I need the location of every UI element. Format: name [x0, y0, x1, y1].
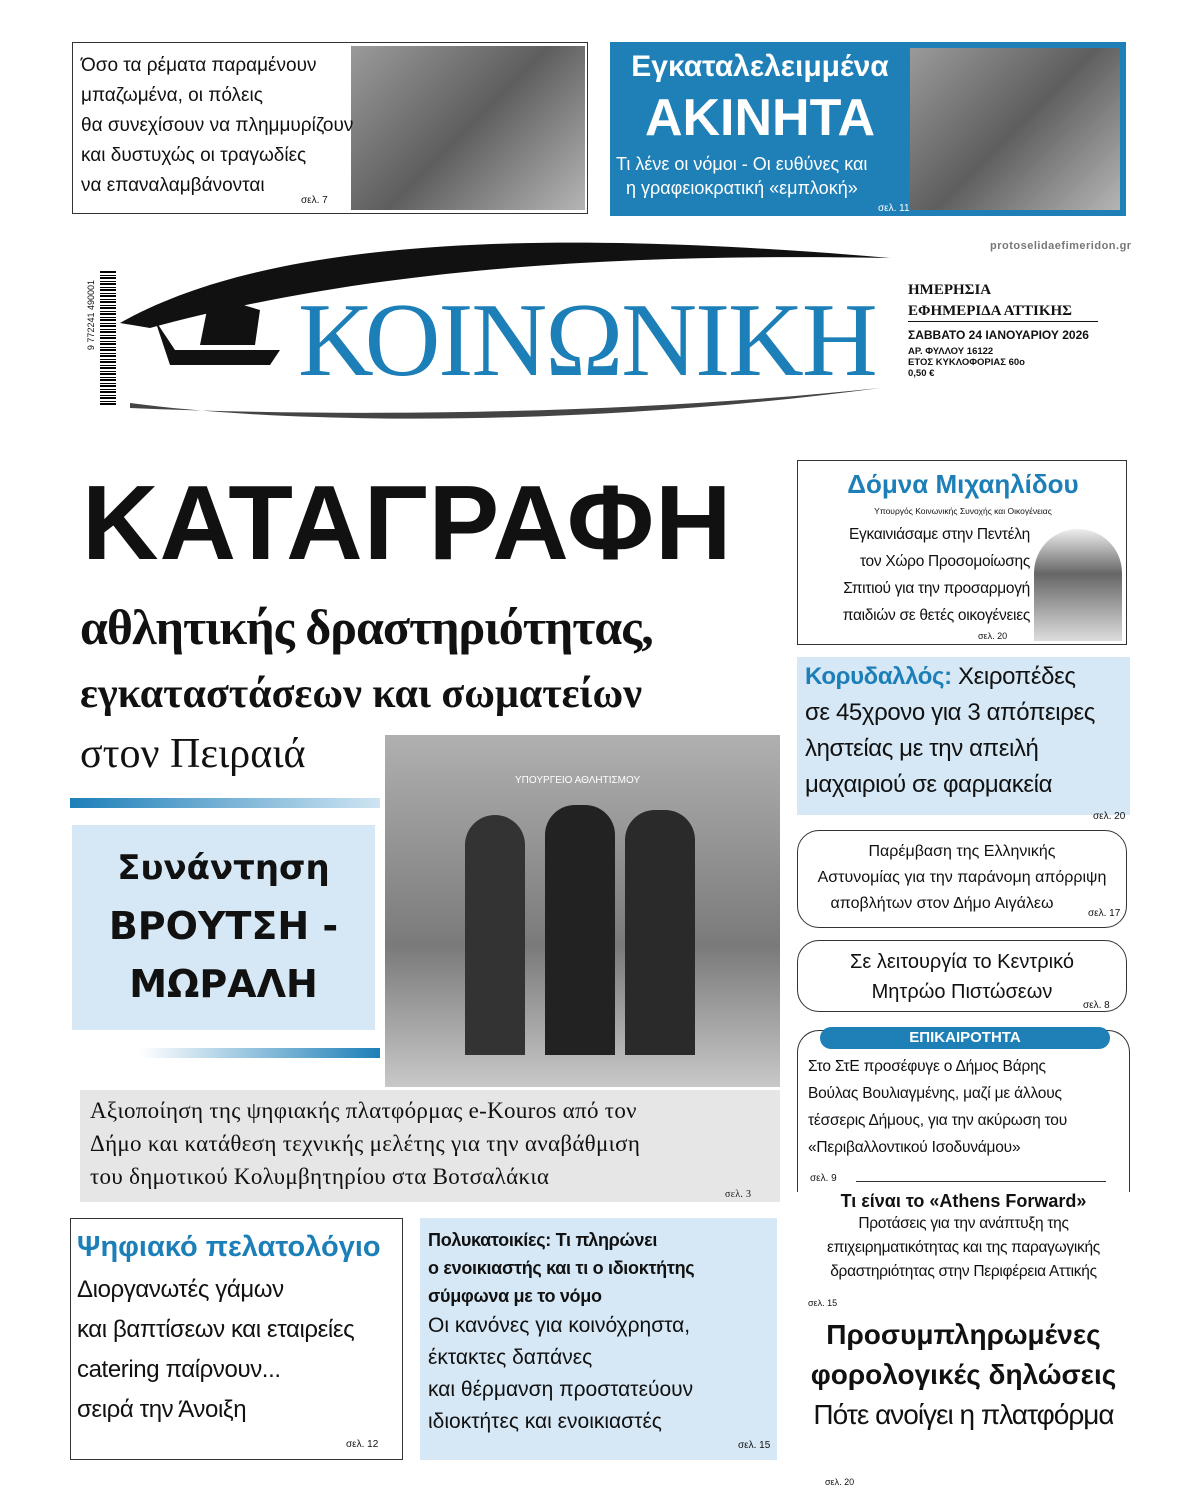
teaser-title: Εγκαταλελειμμένα: [631, 50, 889, 83]
apartment-box[interactable]: [420, 1218, 777, 1460]
caption-line: Δήμο και κατάθεση τεχνικής μελέτης για την αναβάθμιση: [90, 1131, 641, 1156]
photo-sign: ΥΠΟΥΡΓΕΙΟ ΑΘΛΗΤΙΣΜΟΥ: [515, 775, 641, 786]
masthead-line1: ΗΜΕΡΗΣΙΑ: [908, 282, 992, 298]
box-text: Βούλας Βουλιαγμένης, μαζί με άλλους: [808, 1085, 1062, 1102]
box-title: Πολυκατοικίες: Τι πληρώνει: [428, 1230, 658, 1250]
box-title: Προσυμπληρωμένες: [826, 1319, 1101, 1350]
caption-line: Αξιοποίηση της ψηφιακής πλατφόρμας e-Kouros από τον: [90, 1098, 637, 1123]
divider: [140, 1048, 380, 1058]
box-text: Πότε ανοίγει η πλατφόρμα: [813, 1399, 1114, 1430]
issue-date: ΣΑΒΒΑΤΟ 24 ΙΑΝΟΥΑΡΙΟΥ 2026: [908, 328, 1089, 342]
box-text: τέσσερις Δήμους, για την ακύρωση του: [808, 1112, 1068, 1129]
box-text: ιδιοκτήτες και ενοικιαστές: [428, 1410, 662, 1433]
meeting-text: ΒΡΟΥΤΣΗ -: [108, 904, 339, 948]
athens-forward[interactable]: [797, 1190, 1130, 1284]
box-text: Παρέμβαση της Ελληνικής: [868, 843, 1056, 860]
issue-number: ΑΡ. ΦΥΛΛΟΥ 16122: [908, 346, 994, 357]
box-text: Διοργανωτές γάμων: [77, 1276, 284, 1303]
digital-clientele-box[interactable]: [70, 1218, 403, 1460]
box-text: Οι κανόνες για κοινόχρηστα,: [428, 1314, 691, 1337]
section-label: ΕΠΙΚΑΙΡΟΤΗΤΑ: [820, 1027, 1110, 1049]
page-ref: σελ. 7: [301, 195, 328, 206]
box-text: και θέρμανση προστατεύουν: [428, 1378, 694, 1401]
masthead-title: ΚΟΙΝΩΝΙΚΗ: [298, 281, 876, 398]
meeting-box[interactable]: [72, 825, 375, 1030]
box-text: Εγκαινιάσαμε στην Πεντέλη: [848, 526, 1030, 543]
person-name: Δόμνα Μιχαηλίδου: [847, 469, 1079, 499]
caption-line: του δημοτικού Κολυμβητηρίου στα Βοτσαλάκια: [90, 1164, 550, 1189]
box-text: «Περιβαλλοντικού Ισοδυνάμου»: [808, 1139, 1021, 1156]
teaser-text: μπαζωμένα, οι πόλεις: [81, 85, 263, 106]
photo-meeting: [385, 735, 780, 1087]
page-ref: σελ. 3: [725, 1189, 752, 1200]
box-text: Μητρώο Πιστώσεων: [871, 981, 1053, 1003]
masthead-line2: ΕΦΗΜΕΡΙΔΑ ΑΤΤΙΚΗΣ: [908, 303, 1098, 322]
circulation-year: ΕΤΟΣ ΚΥΚΛΟΦΟΡΙΑΣ 60ο: [908, 357, 1025, 368]
registry-box[interactable]: [797, 940, 1127, 1012]
main-subhead: στον Πειραιά: [80, 731, 306, 777]
teaser-text: Όσο τα ρέματα παραμένουν: [81, 55, 317, 76]
main-subhead: εγκαταστάσεων και σωματείων: [80, 671, 642, 717]
barcode-number: 9 772241 490001: [86, 280, 96, 351]
barcode: [100, 270, 116, 405]
teaser-text: θα συνεχίσουν να πλημμυρίζουν: [81, 115, 354, 136]
meeting-text: ΜΩΡΑΛΗ: [129, 962, 318, 1006]
photo-minister: [1034, 529, 1122, 641]
divider: [856, 1181, 1106, 1182]
box-text: σε 45χρονο για 3 απόπειρες: [805, 699, 1095, 726]
box-text: Αστυνομίας για την παράνομη απόρριψη: [817, 869, 1107, 886]
box-text: παιδιών σε θετές οικογένειες: [842, 607, 1030, 624]
box-text: αποβλήτων στον Δήμο Αιγάλεω: [830, 895, 1054, 912]
main-caption[interactable]: [80, 1090, 780, 1202]
korydallos-box[interactable]: [797, 657, 1130, 822]
main-headline[interactable]: ΚΑΤΑΓΡΑΦΗ: [82, 464, 733, 582]
page-ref: σελ. 9: [810, 1173, 837, 1184]
tax-declarations[interactable]: [797, 1315, 1130, 1435]
ship-logo-icon: [150, 290, 290, 390]
divider: [70, 798, 380, 808]
page-ref: σελ. 15: [738, 1440, 771, 1451]
box-text: ληστείας με την απειλή: [805, 735, 1039, 762]
page-ref: σελ. 12: [346, 1439, 379, 1450]
box-title: Τι είναι το «Athens Forward»: [840, 1191, 1087, 1211]
box-text: Σε λειτουργία το Κεντρικό: [850, 951, 1074, 973]
box-text: και βαπτίσεων και εταιρείες: [77, 1316, 355, 1343]
box-text: σειρά την Άνοιξη: [77, 1396, 247, 1423]
box-lead: Κορυδαλλός:: [805, 663, 952, 690]
teaser-text: Τι λένε οι νόμοι - Οι ευθύνες και: [616, 154, 868, 174]
photo-ruined-building: [910, 48, 1120, 210]
main-subhead: αθλητικής δραστηριότητας,: [80, 599, 653, 655]
box-title: ο ενοικιαστής και τι ο ιδιοκτήτης: [428, 1258, 695, 1278]
box-text: Στο ΣτΕ προσέφυγε ο Δήμος Βάρης: [808, 1058, 1046, 1075]
box-title: φορολογικές δηλώσεις: [810, 1359, 1117, 1390]
page-ref: σελ. 11: [878, 203, 910, 214]
page-ref: σελ. 8: [1083, 1000, 1110, 1011]
epikairotita-box[interactable]: [797, 1030, 1130, 1192]
box-title: σύμφωνα με το νόμο: [428, 1286, 602, 1306]
teaser-title-big: ΑΚΙΝΗΤΑ: [644, 89, 876, 147]
box-text: catering παίρνουν...: [77, 1356, 281, 1383]
domna-box[interactable]: [797, 460, 1127, 645]
page-ref: σελ. 15: [808, 1298, 838, 1308]
box-text: Προτάσεις για την ανάπτυξη της: [858, 1215, 1069, 1232]
box-title: Ψηφιακό πελατολόγιο: [77, 1231, 381, 1263]
box-text: μαχαιριού σε φαρμακεία: [805, 771, 1053, 798]
price: 0,50 €: [908, 368, 935, 379]
box-text: επιχειρηματικότητας και της παραγωγικής: [827, 1239, 1100, 1256]
teaser-abandoned-properties[interactable]: [610, 42, 1126, 216]
page-ref: σελ. 20: [1093, 811, 1126, 822]
teaser-streams[interactable]: [72, 42, 588, 214]
watermark: protoselidaefimeridon.gr: [990, 240, 1132, 252]
teaser-text: η γραφειοκρατική «εμπλοκή»: [626, 178, 858, 198]
page-ref: σελ. 20: [978, 631, 1008, 641]
box-text: τον Χώρο Προσομοίωσης: [859, 553, 1030, 570]
police-box[interactable]: [797, 830, 1127, 928]
box-text: Σπιτιού για την προσαρμογή: [843, 580, 1030, 597]
page-ref: σελ. 17: [1088, 908, 1121, 919]
box-text: δραστηριότητας στην Περιφέρεια Αττικής: [830, 1263, 1097, 1280]
photo-flood-cleanup: [351, 46, 585, 210]
box-text: Χειροπέδες: [957, 663, 1076, 690]
teaser-text: και δυστυχώς οι τραγωδίες: [81, 145, 307, 166]
person-role: Υπουργός Κοινωνικής Συνοχής και Οικογένειας: [874, 506, 1052, 516]
teaser-text: να επαναλαμβάνονται: [81, 175, 265, 196]
page-ref: σελ. 20: [825, 1477, 855, 1487]
box-text: έκτακτες δαπάνες: [428, 1346, 593, 1369]
meeting-text: Συνάντηση: [117, 848, 330, 888]
